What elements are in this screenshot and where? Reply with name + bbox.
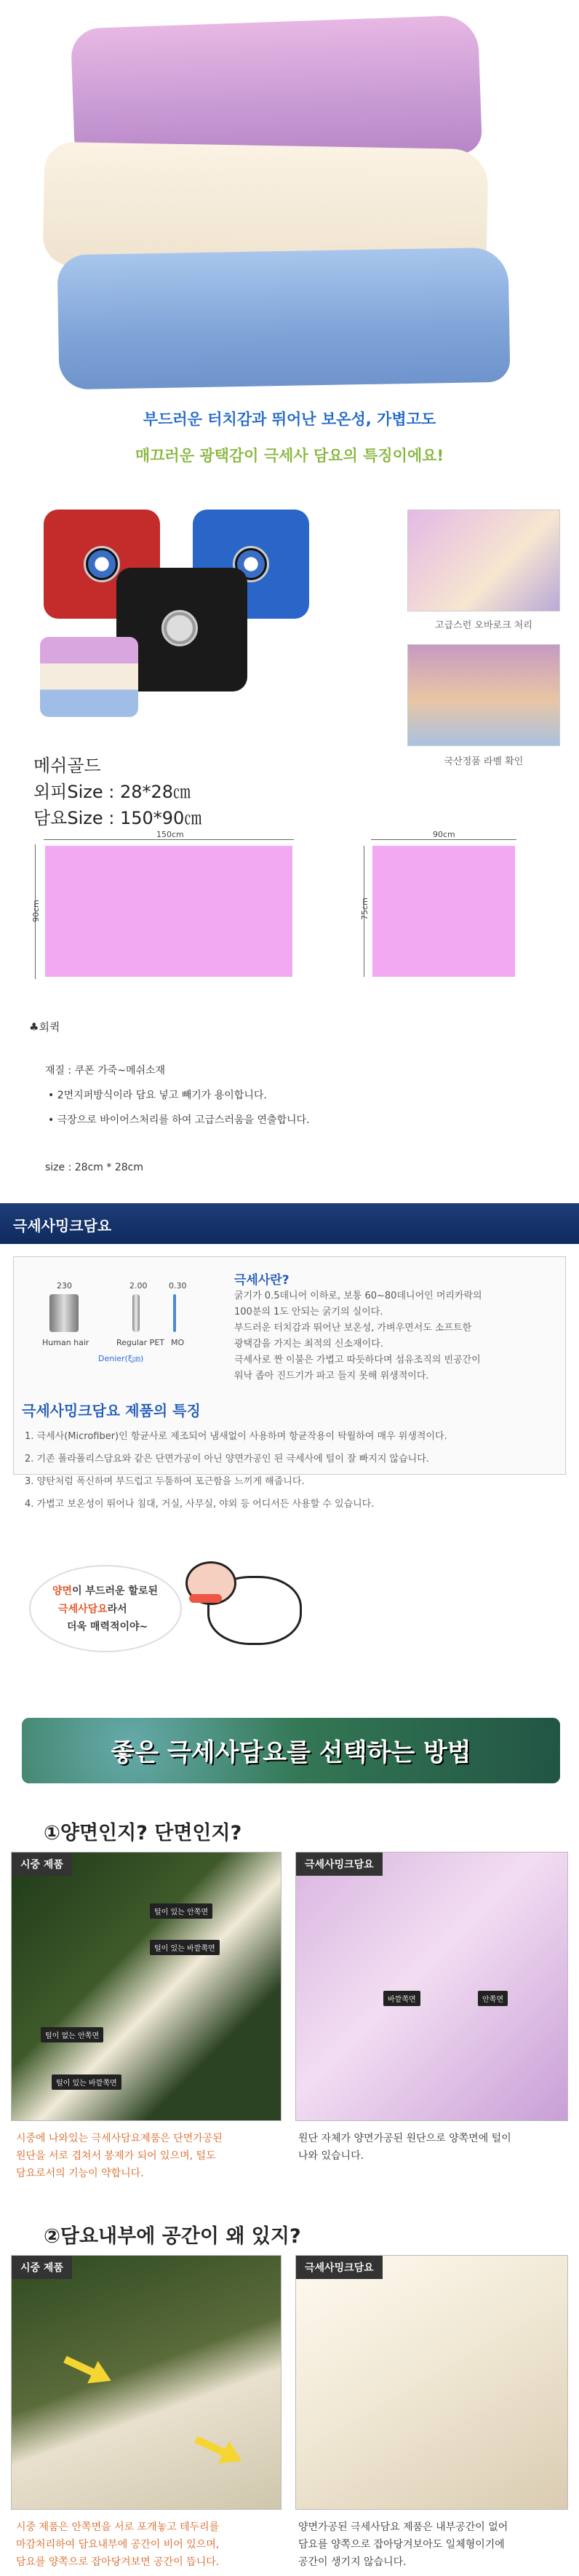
width-line: [371, 839, 516, 840]
fiber-value-1: 230: [57, 1281, 72, 1291]
cover-diagram: [372, 846, 515, 977]
q1-right-label: 극세사밍크담요: [296, 1852, 383, 1876]
folded-blankets: [40, 637, 138, 717]
what-line-3: 부드러운 터치감과 뛰어난 보온성, 가벼우면서도 소프트한: [234, 1323, 472, 1333]
what-line-2: 100분의 1도 안되는 굵기의 실이다.: [234, 1307, 383, 1317]
width-line: [44, 839, 294, 840]
bubble-text-2: 라서: [107, 1604, 127, 1615]
q2-title: ②담요내부에 공간이 왜 있지?: [44, 2225, 301, 2248]
label-photo: [407, 644, 560, 746]
tagline-line1: 부드러운 터치감과 뛰어난 보온성, 가볍고도: [143, 411, 436, 428]
q2-right-label: 극세사밍크담요: [296, 2256, 383, 2279]
point-1: • 2면지퍼방식이라 담요 넣고 빼기가 용이합니다.: [48, 1090, 267, 1101]
what-line-1: 굵기가 0.5데니어 이하로, 보통 60~80데니어인 머리카락의: [234, 1291, 482, 1301]
tip-1: 털이 있는 안쪽면: [150, 1903, 212, 1919]
bubble-line-2: [58, 1601, 127, 1616]
human-hair-fiber: [49, 1294, 79, 1332]
q2-left-label: 시중 제품: [12, 2256, 72, 2279]
outer-size: 외피Size : 28*28㎝: [33, 782, 191, 802]
q1-right-desc-1: 원단 자체가 양면가공된 원단으로 양쪽면에 털이: [298, 2133, 511, 2144]
q2-right-desc-3: 공간이 생기지 않습니다.: [298, 2556, 407, 2568]
overlock-photo: [407, 510, 560, 611]
bubble-text-1: 이 부드러운 할로된: [72, 1585, 159, 1597]
q1-product-photo: [295, 1852, 568, 2121]
q1-right-desc-2: 나와 있습니다.: [298, 2150, 364, 2162]
brand-logo-icon: [84, 546, 120, 582]
height-label-1: 90cm: [31, 900, 41, 922]
bubble-line-3: 더욱 매력적이야~: [67, 1621, 148, 1633]
bubble-highlight-2: 극세사담요: [58, 1604, 108, 1615]
fiber-label-2: Regular PET: [116, 1338, 164, 1347]
brand-logo-icon: [161, 610, 198, 646]
feature-2: 2. 기존 폴라폴리스담요와 같은 단면가공이 아닌 양면가공인 된 극세사에 털이 잘 빠지지 않습니다.: [25, 1454, 429, 1465]
q1-left-desc-1: 시중에 나와있는 극세사담요제품은 단면가공된: [16, 2133, 223, 2144]
feature-4: 4. 가볍고 보온성이 뛰어나 침대, 거실, 사무실, 야외 등 어디서든 사용할 수 있습니다.: [25, 1499, 375, 1510]
arrow-icon: [60, 2348, 116, 2392]
what-line-5: 극세사로 짠 이불은 가볍고 따듯하다며 섬유조직의 빈공간이: [234, 1355, 481, 1366]
hero-image: [0, 0, 579, 408]
choose-title: 좋은 극세사담요를 선택하는 방법: [111, 1738, 471, 1767]
size-note: size : 28cm * 28cm: [45, 1162, 143, 1173]
fiber-label-3: MO: [171, 1338, 185, 1347]
feature-3: 3. 양탄처럼 폭신하며 부드럽고 두툼하여 포근함을 느끼게 해줍니다.: [25, 1476, 305, 1487]
mo-fiber: [173, 1294, 176, 1332]
blue-blanket: [57, 247, 510, 390]
q1-left-desc-3: 담요로서의 기능이 약합니다.: [16, 2168, 144, 2179]
what-line-4: 광택감을 가지는 최적의 신소재이다.: [234, 1339, 383, 1350]
width-label-2: 90cm: [433, 830, 455, 839]
q2-right-desc-1: 양면가공된 극세사담요 제품은 내부공간이 없어: [298, 2521, 508, 2533]
fiber-value-3: 0.30: [169, 1281, 187, 1291]
q2-left-desc-1: 시중 제품은 안쪽면을 서로 포개놓고 테두리를: [16, 2521, 220, 2533]
fiber-unit: Denier(ξ㎛): [98, 1354, 144, 1363]
sheep-tongue: [189, 1594, 222, 1603]
bubble-line-1: [52, 1583, 158, 1598]
fiber-comparison: [29, 1281, 204, 1376]
blanket-diagram: [45, 846, 292, 977]
club-note: ♣회퀵: [29, 1021, 60, 1034]
point-2: • 극장으로 바이어스처리를 하여 고급스러움을 연출합니다.: [48, 1114, 310, 1126]
features-title: 극세사밍크담요 제품의 특징: [22, 1402, 201, 1419]
tip-6: 안쪽면: [478, 1991, 508, 2006]
blanket-size: 담요Size : 150*90㎝: [33, 808, 202, 828]
q2-product-photo: [295, 2255, 568, 2510]
q1-left-label: 시중 제품: [12, 1852, 72, 1876]
material-note: 재질 : 쿠폰 가죽~메쉬소재: [45, 1065, 166, 1077]
q2-left-desc-2: 마감처리하여 담요내부에 공간이 비어 있으며,: [16, 2539, 220, 2551]
q1-left-desc-2: 원단을 서로 겹쳐서 봉제가 되어 있으며, 털도: [16, 2150, 216, 2162]
tip-2: 털이 있는 바깥쪽면: [150, 1940, 220, 1955]
label-caption: 국산정품 라벨 확인: [444, 756, 524, 767]
q2-left-desc-3: 담요를 양쪽으로 잡아당겨보면 공간이 뜹니다.: [16, 2556, 220, 2568]
product-name: 메쉬골드: [33, 756, 101, 776]
pet-fiber: [132, 1294, 140, 1332]
width-label-1: 150cm: [156, 830, 184, 839]
tagline-line2: 매끄러운 광택감이 극세사 담요의 특징이에요!: [135, 447, 444, 464]
tip-5: 바깥쪽면: [383, 1991, 420, 2006]
overlock-caption: 고급스런 오바로크 처리: [435, 620, 532, 631]
tip-3: 털이 없는 안쪽면: [41, 2027, 103, 2042]
q2-market-photo: [11, 2255, 281, 2510]
what-line-6: 워낙 좁아 진드기가 파고 들지 못해 위생적이다.: [234, 1371, 429, 1382]
height-label-2: 75cm: [359, 897, 370, 920]
tip-4: 털이 있는 바깥쪽면: [52, 2074, 121, 2090]
what-title: 극세사란?: [234, 1273, 290, 1288]
product-photo: [29, 502, 349, 742]
q1-title: ①양면인지? 단면인지?: [44, 1822, 242, 1844]
bubble-highlight-1: 양면: [52, 1585, 73, 1597]
section-header-title: 극세사밍크담요: [13, 1217, 112, 1235]
sheep-icon: [185, 1554, 309, 1656]
fiber-label-1: Human hair: [42, 1338, 89, 1347]
fiber-value-2: 2.00: [129, 1281, 148, 1291]
q2-right-desc-2: 담요를 양쪽으로 잡아당겨보아도 일체형이기에: [298, 2539, 505, 2551]
arrow-icon: [191, 2428, 247, 2472]
feature-1: 1. 극세사(Microfiber)인 항균사로 제조되어 냄새없이 사용하며 항균작용이 탁월하여 매우 위생적이다.: [25, 1431, 447, 1442]
q1-market-photo: [11, 1852, 281, 2121]
